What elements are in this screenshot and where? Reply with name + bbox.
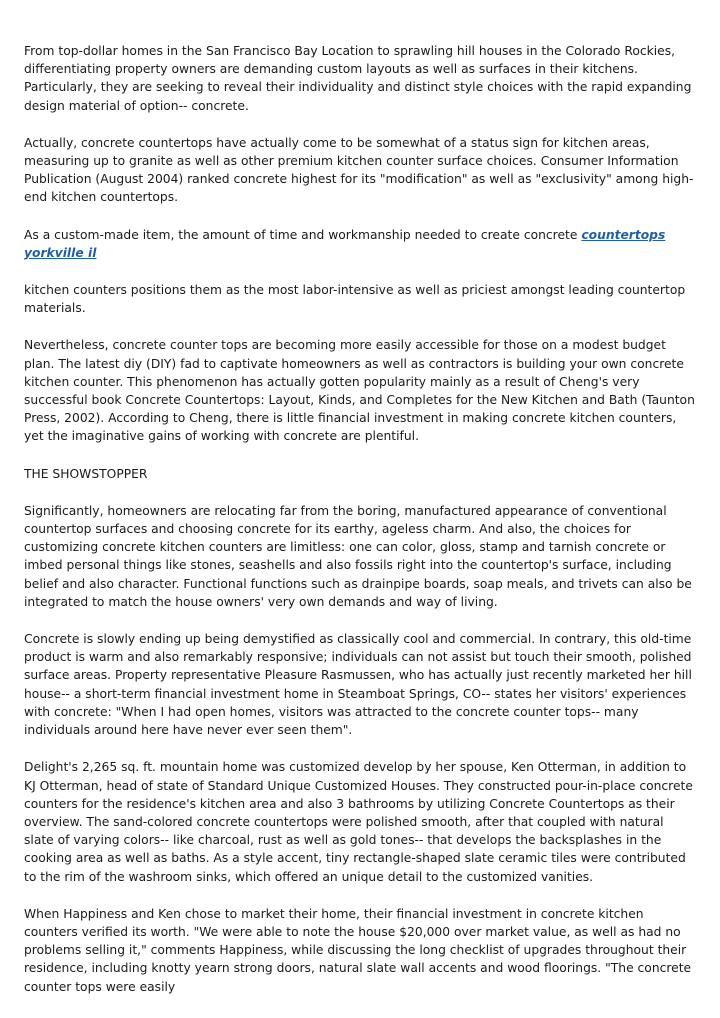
paragraph-8: Delight's 2,265 sq. ft. mountain home was customized develop by her spouse, Ken Otterman, in addition to KJ Otterman, head of state of Standard Unique Customized Houses. They constructed pour-in-place concrete counters for the residence's kitchen area and also 3 bathrooms by utilizing Concrete Countertops as their overview. The sand-colored concrete countertops were polished smooth, after that coupled with natural slate of varying colors-- like charcoal, rust as well as gold tones-- that develops the backsplashes in the cooking area as well as baths. As a style accent, tiny rectangle-shaped slate ceramic tiles were contributed to the rim of the washroom sinks, which offered an unique detail to the customized vanities. [24, 760, 693, 884]
paragraph-9: When Happiness and Ken chose to market their home, their financial investment in concrete kitchen counters verified its worth. "We were able to note the house $20,000 over market value, as well as had no problems selling it," comments Happiness, while discussing the long checklist of upgrades throughout their residence, including knotty yearn strong doors, natural slate wall accents and wood floorings. "The concrete counter tops were easily [24, 906, 692, 994]
section-heading: THE SHOWSTOPPER [24, 466, 148, 481]
paragraph-4: kitchen counters positions them as the most labor-intensive as well as priciest amongst leading countertop materials. [24, 283, 686, 316]
paragraph-3 [24, 226, 696, 262]
paragraph-6: Significantly, homeowners are relocating far from the boring, manufactured appearance of conventional countertop surfaces and choosing concrete for its earthy, ageless charm. And also, the choices for customizing concrete kitchen counters are limitless: one can color, gloss, stamp and tarnish concrete or imbed personal things like stones, seashells and also fossils right into the countertop's surface, including belief and also character. Functional functions such as drainpipe boards, soap meals, and trivets can also be integrated to match the house owners' very own demands and way of living. [24, 503, 692, 609]
paragraph-1: From top-dollar homes in the San Francisco Bay Location to sprawling hill houses in the Colorado Rockies, differentiating property owners are demanding custom layouts as well as surfaces in their kitchens. Particularly, they are seeking to reveal their individuality and distinct style choices with the rapid expanding design material of option-- concrete. [24, 44, 692, 113]
countertops-link[interactable]: countertops yorkville il [24, 227, 666, 260]
paragraph-5: Nevertheless, concrete counter tops are becoming more easily accessible for those on a modest budget plan. The latest diy (DIY) fad to captivate homeowners as well as contractors is building your own concrete kitchen counter. This phenomenon has actually gotten popularity mainly as a result of Cheng's very successful book Concrete Countertops: Layout, Kinds, and Completes for the New Kitchen and Bath (Taunton Press, 2002). According to Cheng, there is little financial investment in making concrete kitchen counters, yet the imaginative gains of working with concrete are plentiful. [24, 338, 695, 444]
article-body [24, 42, 696, 1015]
paragraph-7: Concrete is slowly ending up being demystified as classically cool and commercial. In contrary, this old-time product is warm and also remarkably responsive; individuals can not assist but touch their smooth, polished surface areas. Property representative Pleasure Rasmussen, who has actually just recently marketed her hill house-- a short-term financial investment home in Steamboat Springs, CO-- states her visitors' experiences with concrete: "When I had open homes, visitors was attracted to the concrete counter tops-- many individuals around here have never ever seen them". [24, 632, 692, 738]
paragraph-3-text: As a custom-made item, the amount of time and workmanship needed to create concrete [24, 227, 582, 242]
paragraph-2: Actually, concrete countertops have actually come to be somewhat of a status sign for kitchen areas, measuring up to granite as well as other premium kitchen counter surface choices. Consumer Information Publication (August 2004) ranked concrete highest for its "modification" as well as "exclusivity" among high-end kitchen countertops. [24, 135, 694, 205]
